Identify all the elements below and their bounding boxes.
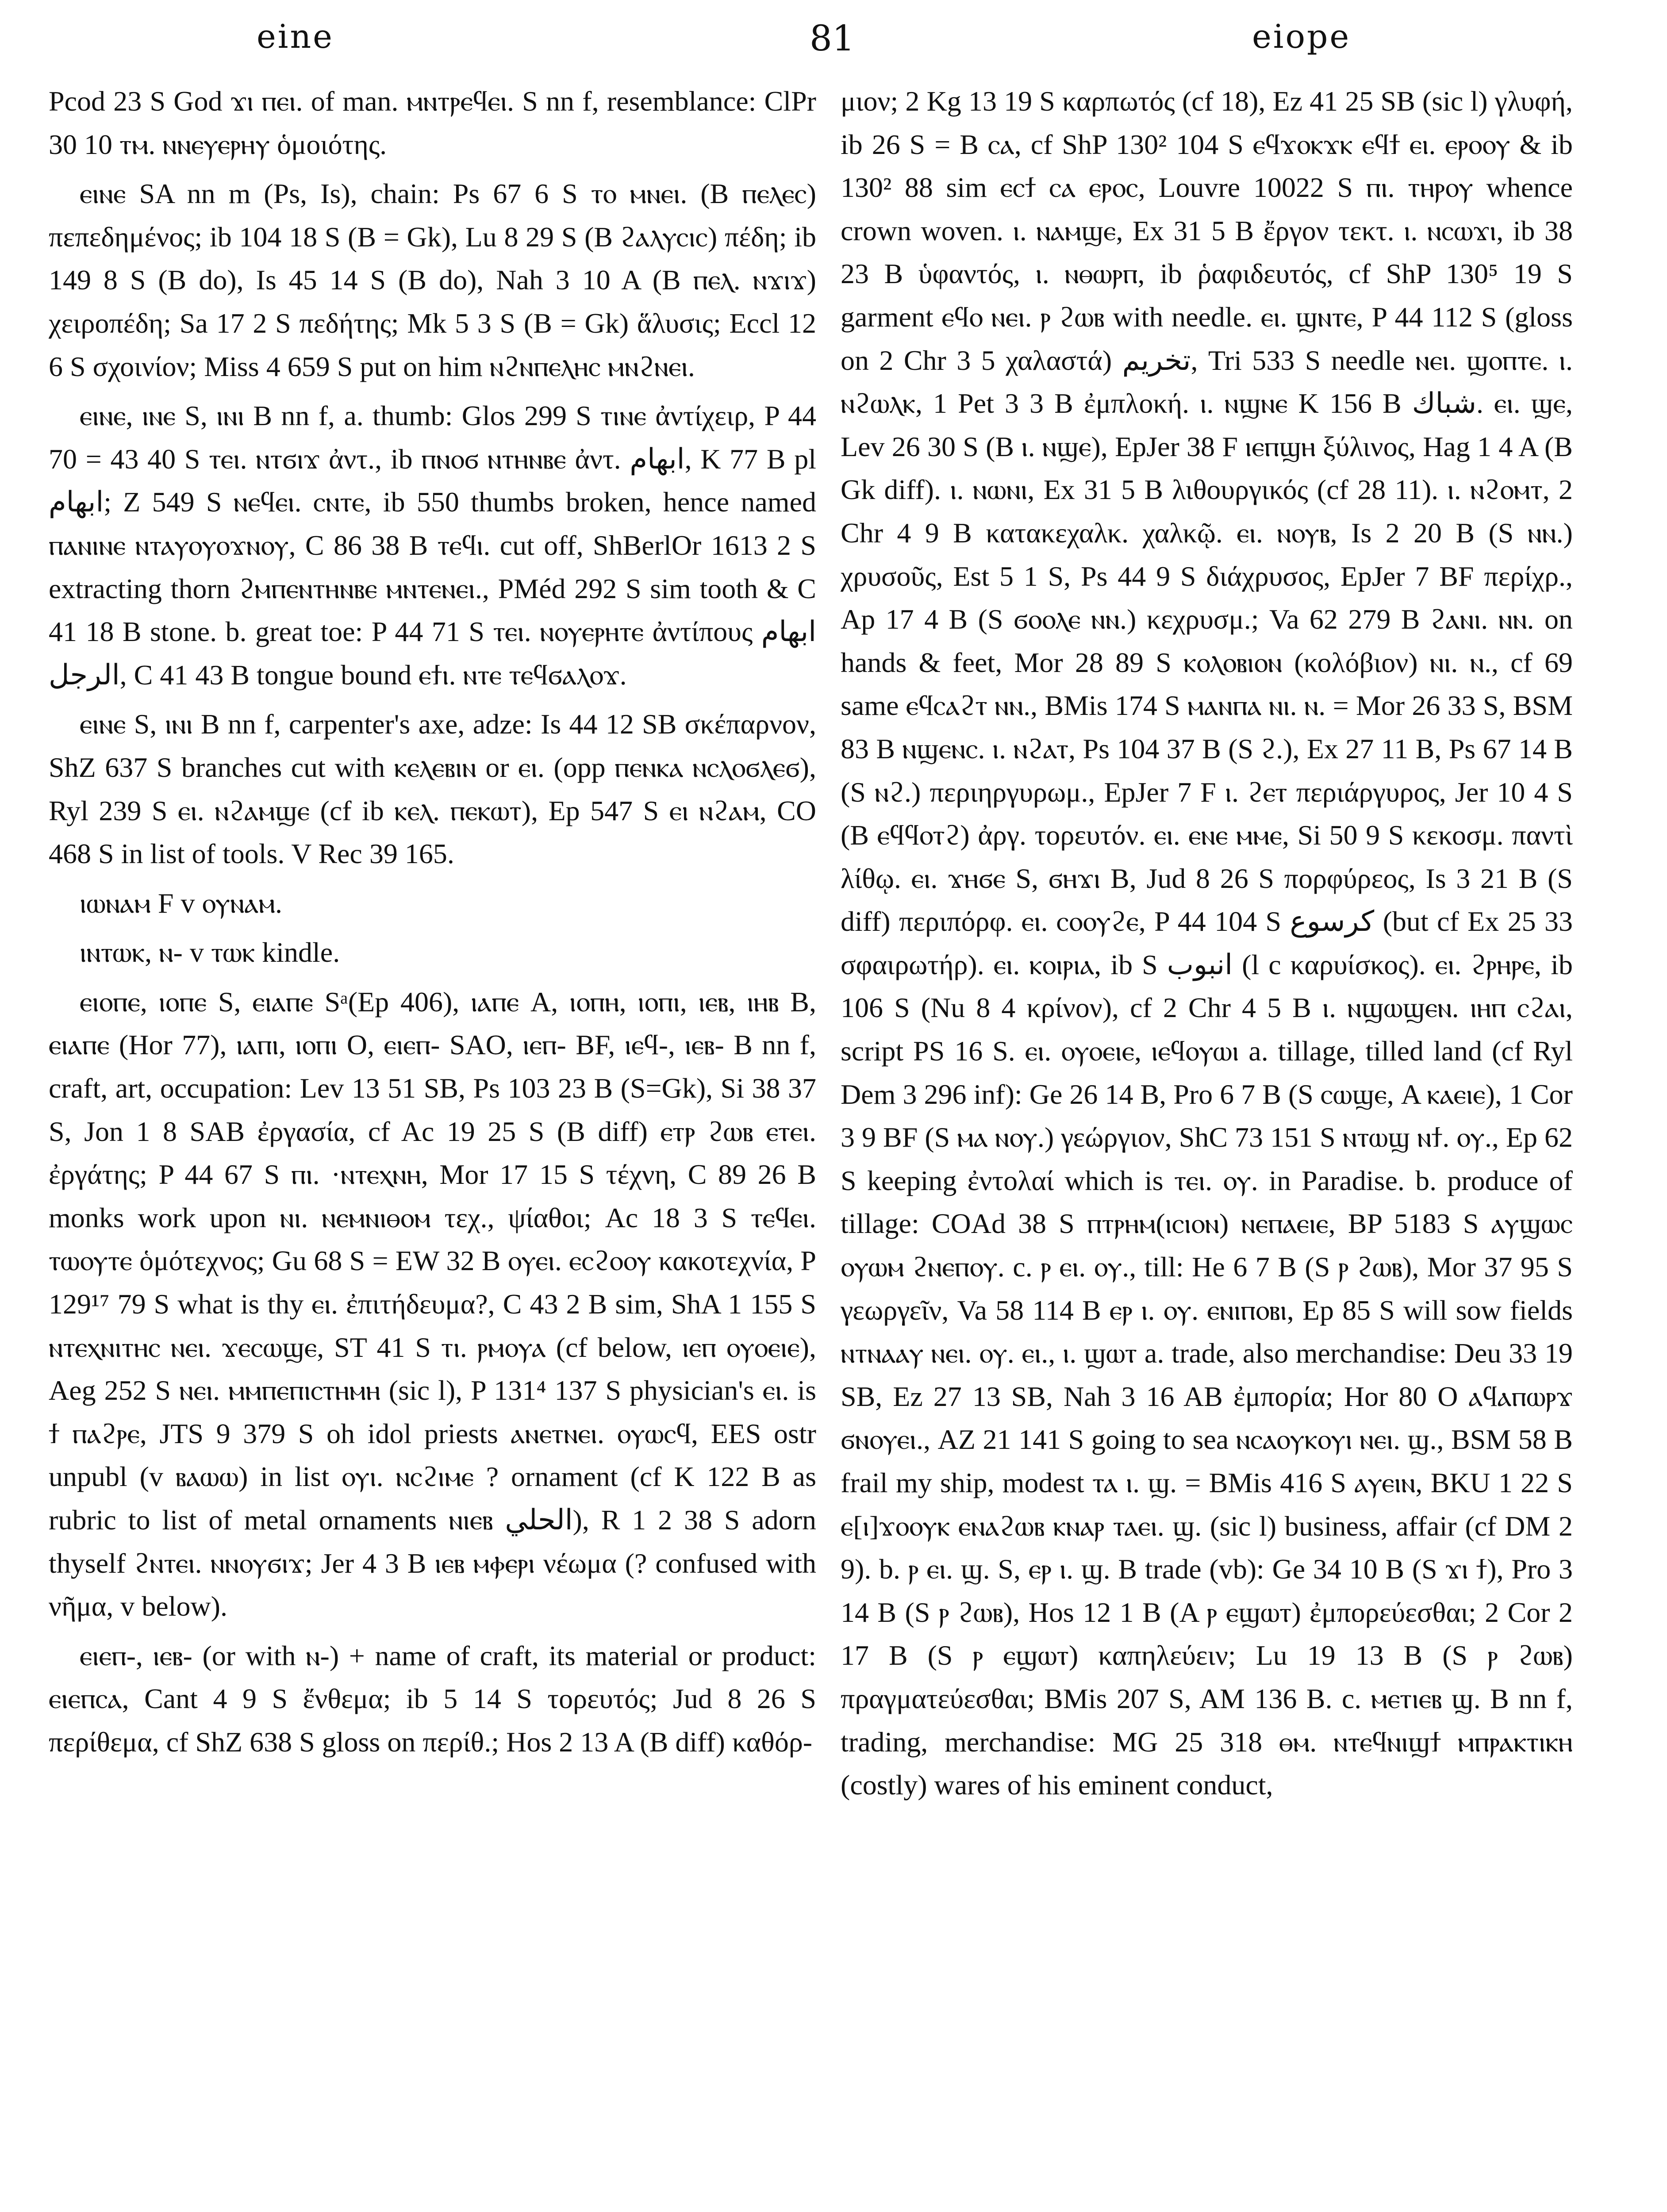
- right-headword: eiope: [1252, 18, 1351, 56]
- dictionary-entry: ⲓⲛⲧⲱⲕ, ⲛ- v ⲧⲱⲕ kindle.: [80, 937, 340, 968]
- dictionary-entry: Pcod 23 S God ϫⲓ ⲡⲉⲓ. of man. ⲙⲛⲧⲣⲉϥⲉⲓ. S nn f, resemblance: ClPr 30 10 ⲧⲙ. ⲛⲛⲉⲩⲉⲣⲏⲩ ὁμοιότης.: [49, 85, 816, 160]
- dictionary-entry: ⲓⲱⲛⲁⲙ F v ⲟⲩⲛⲁⲙ.: [80, 887, 283, 919]
- running-header: [49, 18, 1584, 71]
- left-column: [49, 80, 816, 1770]
- dictionary-entry: ⲉⲓⲟⲡⲉ, ⲓⲟⲡⲉ S, ⲉⲓⲁⲡⲉ Sᵃ(Ep 406), ⲓⲁⲡⲉ A, ⲓⲟⲡⲏ, ⲓⲟⲡⲓ, ⲓⲉⲃ, ⲓⲏⲃ B, ⲉⲓⲁⲡⲉ (Hor 77), ⲓⲁⲡⲓ, ⲓⲟⲡⲓ O, ⲉⲓⲉⲡ- SAO, ⲓⲉⲡ- BF, ⲓⲉϥ-, ⲓⲉⲃ- B nn f, craft, art, occupation: Lev 13 51 SB, Ps 103 23 B (S=Gk), Si 38 37 S, Jon 1 8 SAB ἐργασία, cf Ac 19 25 S (B diff) ⲉⲧⲣ ϩⲱⲃ ⲉⲧⲉⲓ. ἐργάτης; P 44 67 S ⲡⲓ. ·ⲛⲧⲉⲭⲛⲏ, Mor 17 15 S τέχνη, C 89 26 B monks work upon ⲛⲓ. ⲛⲉⲙⲛⲓⲑⲟⲙ τεχ., ψίαθοι; Ac 18 3 S ⲧⲉϥⲉⲓ. ⲧⲱⲟⲩⲧⲉ ὁμότεχνος; Gu 68 S = EW 32 B ⲟⲩⲉⲓ. ⲉⲥϩⲟⲟⲩ κακοτεχνία, P 129¹⁷ 79 S what is thy ⲉⲓ. ἐπιτήδευμα?, C 43 2 B sim, ShA 1 155 S ⲛⲧⲉⲭⲛⲓⲧⲏⲥ ⲛⲉⲓ. ϫⲉⲥⲱϣⲉ, ST 41 S ⲧⲓ. ⲣⲙⲟⲩⲁ (cf below, ⲓⲉⲡ ⲟⲩⲟⲉⲓⲉ), Aeg 252 S ⲛⲉⲓ. ⲙⲙⲡⲉⲡⲓⲥⲧⲏⲙⲏ (sic l), P 131⁴ 137 S physician's ⲉⲓ. is ϯ ⲡⲁϩⲣⲉ, JTS 9 379 S oh idol priests ⲁⲛⲉⲧⲛⲉⲓ. ⲟⲩⲱⲥϥ, EES ostr unpubl (v ⲃⲁⲱⲱ) in list ⲟⲩⲓ. ⲛⲥϩⲓⲙⲉ ? ornament (cf K 122 B as rubric to list of metal ornaments ⲛⲓⲉⲃ الحلي), R 1 2 38 S adorn thyself ϩⲛⲧⲉⲓ. ⲛⲛⲟⲩϭⲓϫ; Jer 4 3 B ⲓⲉⲃ ⲙⲫⲉⲣⲓ νέωμα (? confused with νῆμα, v below).: [49, 986, 816, 1622]
- left-headword: eine: [257, 18, 334, 56]
- right-column: [841, 80, 1573, 1813]
- dictionary-entry: μιον; 2 Kg 13 19 S καρπωτός (cf 18), Ez 41 25 SB (sic l) γλυφή, ib 26 S = B ⲥⲁ, cf ShP 130² 104 S ⲉϥϫⲟⲕϫⲕ ⲉϥϯ ⲉⲓ. ⲉⲣⲟⲟⲩ & ib 130² 88 sim ⲉⲥϯ ⲥⲁ ⲉⲣⲟⲥ, Louvre 10022 S ⲡⲓ. ⲧⲏⲣⲟⲩ whence crown woven. ⲓ. ⲛⲁⲙϣⲉ, Ex 31 5 B ἔργον τεκτ. ⲓ. ⲛⲥⲱϫⲓ, ib 38 23 B ὑφαντός, ⲓ. ⲛⲑⲱⲣⲡ, ib ῥαφιδευτός, cf ShP 130⁵ 19 S garment ⲉϥⲟ ⲛⲉⲓ. ⲣ ϩⲱⲃ with needle. ⲉⲓ. ϣⲛⲧⲉ, P 44 112 S (gloss on 2 Chr 3 5 χαλαστά) تخريم, Tri 533 S needle ⲛⲉⲓ. ϣⲟⲡⲧⲉ. ⲓ. ⲛϩⲱⲗⲕ, 1 Pet 3 3 B ἐμπλοκή. ⲓ. ⲛϣⲛⲉ K 156 B شباك. ⲉⲓ. ϣⲉ, Lev 26 30 S (B ⲓ. ⲛϣⲉ), EpJer 38 F ⲓⲉⲡϣⲏ ξύλινος, Hag 1 4 A (B Gk diff). ⲓ. ⲛⲱⲛⲓ, Ex 31 5 B λιθουργικός (cf 28 11). ⲓ. ⲛϩⲟⲙⲧ, 2 Chr 4 9 B κατακεχαλκ. χαλκῷ. ⲉⲓ. ⲛⲟⲩⲃ, Is 2 20 B (S ⲛⲛ.) χρυσοῦς, Est 5 1 S, Ps 44 9 S διάχρυσος, EpJer 7 BF περίχρ., Ap 17 4 B (S ϭⲟⲟⲗⲉ ⲛⲛ.) κεχρυσμ.; Va 62 279 B ϩⲁⲛⲓ. ⲛⲛ. on hands & feet, Mor 28 89 S ⲕⲟⲗⲟⲃⲓⲟⲛ (κολόβιον) ⲛⲓ. ⲛ., cf 69 same ⲉϥⲥⲁϩⲧ ⲛⲛ., BMis 174 S ⲙⲁⲛⲡⲁ ⲛⲓ. ⲛ. = Mor 26 33 S, BSM 83 B ⲛϣⲉⲛⲥ. ⲓ. ⲛϩⲁⲧ, Ps 104 37 B (S ϩ.), Ex 27 11 B, Ps 67 14 B (S ⲛϩ.) περιηργυρωμ., EpJer 7 F ⲓ. ϩⲉⲧ περιάργυρος, Jer 10 4 S (B ⲉϥϥⲟⲧϩ) ἀργ. τορευτόν. ⲉⲓ. ⲉⲛⲉ ⲙⲙⲉ, Si 50 9 S κεκοσμ. παντὶ λίθῳ. ⲉⲓ. ϫⲏϭⲉ S, ϭⲏϫⲓ B, Jud 8 26 S πορφύρεος, Is 3 21 B (S diff) περιπόρφ. ⲉⲓ. ⲥⲟⲟⲩϩⲉ, P 44 104 S كرسوع (but cf Ex 25 33 σφαιρωτήρ). ⲉⲓ. ⲕⲟⲓⲣⲓⲁ, ib S انبوب (l c καρυίσκος). ⲉⲓ. ϩⲣⲏⲣⲉ, ib 106 S (Nu 8 4 κρίνον), cf 2 Chr 4 5 B ⲓ. ⲛϣⲱϣⲉⲛ. ⲓⲏⲡ ⲥϩⲁⲓ, script PS 16 S. ⲉⲓ. ⲟⲩⲟⲉⲓⲉ, ⲓⲉϥⲟⲩⲱⲓ a. tillage, tilled land (cf Ryl Dem 3 296 inf): Ge 26 14 B, Pro 6 7 B (S ⲥⲱϣⲉ, A ⲕⲁⲉⲓⲉ), 1 Cor 3 9 BF (S ⲙⲁ ⲛⲟⲩ.) γεώργιον, ShC 73 151 S ⲛⲧⲱϣ ⲛϯ. ⲟⲩ., Ep 62 S keeping ἐντολαί which is ⲧⲉⲓ. ⲟⲩ. in Paradise. b. produce of tillage: COAd 38 S ⲡⲧⲣⲏⲙ(ⲓⲥⲓⲟⲛ) ⲛⲉⲡⲁⲉⲓⲉ, BP 5183 S ⲁⲩϣⲱⲥ ⲟⲩⲱⲙ ϩⲛⲉⲡⲟⲩ. c. ⲣ ⲉⲓ. ⲟⲩ., till: He 6 7 B (S ⲣ ϩⲱⲃ), Mor 37 95 S γεωργεῖν, Va 58 114 B ⲉⲣ ⲓ. ⲟⲩ. ⲉⲛⲓⲡⲟⲃⲓ, Ep 85 S will sow fields ⲛⲧⲛⲁⲁⲩ ⲛⲉⲓ. ⲟⲩ. ⲉⲓ., ⲓ. ϣⲱⲧ a. trade, also merchandise: Deu 33 19 SB, Ez 27 13 SB, Nah 3 16 AB ἐμπορία; Hor 80 O ⲁϥⲁⲡⲱⲣϫ ϭⲛⲟⲩⲉⲓ., AZ 21 141 S going to sea ⲛⲥⲁⲟⲩⲕⲟⲩⲓ ⲛⲉⲓ. ϣ., BSM 58 B frail my ship, modest ⲧⲁ ⲓ. ϣ. = BMis 416 S ⲁⲩⲉⲓⲛ, BKU 1 22 S ⲉ[ⲓ]ϫⲟⲟⲩⲕ ⲉⲛⲁϩⲱⲃ ⲕⲛⲁⲣ ⲧⲁⲉⲓ. ϣ. (sic l) business, affair (cf DM 2 9). b. ⲣ ⲉⲓ. ϣ. S, ⲉⲣ ⲓ. ϣ. B trade (vb): Ge 34 10 B (S ϫⲓ ϯ), Pro 3 14 B (S ⲣ ϩⲱⲃ), Hos 12 1 B (A ⲣ ⲉϣⲱⲧ) ἐμπορεύεσθαι; 2 Cor 2 17 B (S ⲣ ⲉϣⲱⲧ) καπηλεύειν; Lu 19 13 B (S ⲣ ϩⲱⲃ) πραγματεύεσθαι; BMis 207 S, AM 136 B. c. ⲙⲉⲧⲓⲉⲃ ϣ. B nn f, trading, merchandise: MG 25 318 ⲑⲙ. ⲛⲧⲉϥⲛⲓϣϯ ⲙⲡⲣⲁⲕⲧⲓⲕⲏ (costly) wares of his eminent conduct,: [841, 85, 1573, 1801]
- page-number: 81: [810, 18, 855, 59]
- dictionary-entry: ⲉⲓⲛⲉ, ⲓⲛⲉ S, ⲓⲛⲓ B nn f, a. thumb: Glos 299 S ⲧⲓⲛⲉ ἀντίχειρ, P 44 70 = 43 40 S ⲧⲉⲓ. ⲛⲧϭⲓϫ ἀντ., ib ⲡⲛⲟϭ ⲛⲧⲏⲛⲃⲉ ἀντ. ابهام, K 77 B pl ابهام; Z 549 S ⲛⲉϥⲉⲓ. ⲥⲛⲧⲉ, ib 550 thumbs broken, hence named ⲡⲁⲛⲓⲛⲉ ⲛⲧⲁⲩⲟⲩⲟϫⲛⲟⲩ, C 86 38 B ⲧⲉϥⲓ. cut off, ShBerlOr 1613 2 S extracting thorn ϩⲙⲡⲉⲛⲧⲏⲛⲃⲉ ⲙⲛⲧⲉⲛⲉⲓ., PMéd 292 S sim tooth & C 41 18 B stone. b. great toe: P 44 71 S ⲧⲉⲓ. ⲛⲟⲩⲉⲣⲏⲧⲉ ἀντίπους ابهام الرجل, C 41 43 B tongue bound ⲉϯⲓ. ⲛⲧⲉ ⲧⲉϥϭⲁⲗⲟϫ.: [49, 400, 816, 691]
- dictionary-entry: ⲉⲓⲛⲉ SA nn m (Ps, Is), chain: Ps 67 6 S ⲧⲟ ⲙⲛⲉⲓ. (B ⲡⲉⲗⲉⲥ) πεπεδημένος; ib 104 18 S (B = Gk), Lu 8 29 S (B ϩⲁⲗⲩⲥⲓⲥ) πέδη; ib 149 8 S (B do), Is 45 14 S (B do), Nah 3 10 A (B ⲡⲉⲗ. ⲛϫⲓϫ) χειροπέδη; Sa 17 2 S πεδήτης; Mk 5 3 S (B = Gk) ἅλυσις; Eccl 12 6 S σχοινίον; Miss 4 659 S put on him ⲛϩⲛⲡⲉⲗⲏⲥ ⲙⲛϩⲛⲉⲓ.: [49, 178, 816, 382]
- dictionary-entry: ⲉⲓⲛⲉ S, ⲓⲛⲓ B nn f, carpenter's axe, adze: Is 44 12 SB σκέπαρνον, ShZ 637 S branches cut with ⲕⲉⲗⲉⲃⲓⲛ or ⲉⲓ. (opp ⲡⲉⲛⲕⲁ ⲛⲥⲗⲟϭⲗⲉϭ), Ryl 239 S ⲉⲓ. ⲛϩⲁⲙϣⲉ (cf ib ⲕⲉⲗ. ⲡⲉⲕⲱⲧ), Ep 547 S ⲉⲓ ⲛϩⲁⲙ, CO 468 S in list of tools. V Rec 39 165.: [49, 708, 816, 870]
- dictionary-entry: ⲉⲓⲉⲡ-, ⲓⲉⲃ- (or with ⲛ-) + name of craft, its material or product: ⲉⲓⲉⲡⲥⲁ, Cant 4 9 S ἔνθεμα; ib 5 14 S τορευτός; Jud 8 26 S περίθεμα, cf ShZ 638 S gloss on περίθ.; Hos 2 13 A (B diff) καθόρ-: [49, 1640, 816, 1758]
